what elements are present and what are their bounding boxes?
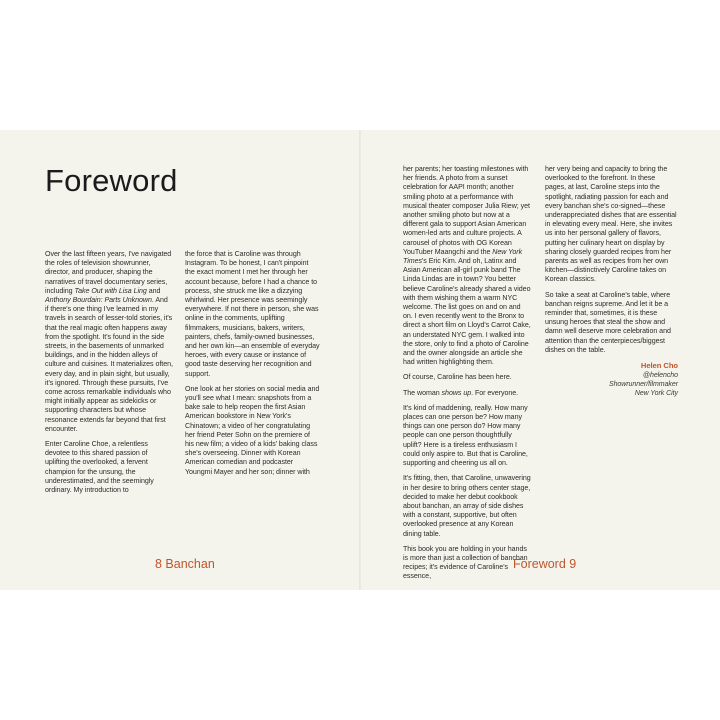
paragraph: Of course, Caroline has been here. <box>403 373 512 382</box>
book-spread <box>0 130 720 590</box>
page-number-right: Foreword 9 <box>513 557 577 571</box>
page-title: Foreword <box>45 163 178 198</box>
paragraph <box>403 389 531 398</box>
italic-title: New York Times <box>403 247 523 266</box>
paragraph: her very being and capacity to bring the overlooked to the forefront. In these pages, at last, Caroline steps into the spotlight, radiating passion for each and every banchan she's co-signed—these underappreciated dishes that are essential in elevating every meal. Here, she invites us into her personal gallery of flavors, putting her culinary heart on display by sharing closely guarded recipes from her parents as well as recipes from her own kitchen—distinctively Caroline takes on Korean classics. <box>545 165 677 284</box>
text-column-2 <box>185 250 320 483</box>
paragraph: It's kind of maddening, really. How many places can one person be? How many things can one person do? How many people can one person thoughtfully uplift? Here is a tireless enthusiasm I could only aspire to. But that is Caroline, supporting and cheering us all on. <box>403 403 528 468</box>
paragraph <box>45 250 173 434</box>
text-run: her parents; her toasting milestones with her friends. A photo from a sunset celebration for AAPI month; another smiling photo at a performance with musical theater composer Julia Riew; yet another smiling photo but now at a different gala to support Asian American women-led arts and culture projects. A carousel of photos with OG Korean YouTuber Maangchi and the <box>403 165 530 256</box>
paragraph: One look at her stories on social media and you'll see what I mean: snapshots from a bake sale to help reopen the first Asian American bookstore in New York's Chinatown; a video of her congratulating her friend Peter Sohn on the premiere of his new film; a video of a kids' baking class she's overseeing. Dinner with Korean American comedian and podcaster Youngmi Mayer and her son; dinner with <box>185 384 320 476</box>
text-run: . And if there's one thing I've learned in my travels in search of lesser-told stories, it's that the real magic often happens away from the spotlight. It's found in the side streets, in the basements of unmarked buildings, and in the hidden alleys of culture and cuisines. It materializes often, every day, and in plain sight, but usually, it's ignored. Through these pursuits, I've come across remarkable individuals who might initially appear as sidekicks or supporting characters but whose resonance extends far beyond that first encounter. <box>45 296 173 433</box>
author-handle: @helencho <box>642 372 678 380</box>
italic-emphasis: shows up <box>441 388 472 397</box>
text-column-3 <box>403 165 531 588</box>
author-signature <box>545 361 678 398</box>
author-role: Showrunner/filmmaker <box>608 381 678 389</box>
paragraph: It's fitting, then, that Caroline, unwavering in her desire to bring others center stage, decided to make her debut cookbook about banchan, an array of side dishes with a constant, supportive, but often overlooked presence at any Korean dining table. <box>403 474 531 538</box>
italic-title: Anthony Bourdain: Parts Unknown <box>45 296 152 305</box>
text-run: 's Eric Kim. And oh, Latinx and Asian American all-girl punk band The Linda Lindas are in town? You better believe Caroline's already shared a video with them wishing them a warm NYC welcome. The list goes on and on and on. I even recently went to the Bronx to direct a short film on Lloyd's Carrot Cake, an understated NYC gem. I walked into the store, only to find a photo of Caroline and the owner alongside an article she had written highlighting them. <box>403 257 531 367</box>
paragraph: So take a seat at Caroline's table, where banchan reigns supreme. And let it be a reminder that, sometimes, it is these unsung heroes that steal the show and damn well deserve more celebration and attention than the centerpieces/biggest dishes on the table. <box>545 290 671 354</box>
author-name: Helen Cho <box>640 361 678 371</box>
paragraph: Enter Caroline Choe, a relentless devotee to this shared passion of uplifting the overlooked, a fervent champion for the unsung, the underestimated, and the seemingly ordinary. My introduction to <box>45 440 154 495</box>
italic-title: Take Out with Lisa Ling <box>74 286 147 295</box>
page-number-left: 8 Banchan <box>155 557 215 571</box>
text-column-4 <box>545 165 678 398</box>
book-gutter <box>359 130 361 590</box>
text-run: Over the last fifteen years, I've navigated the roles of television showrunner, director, and producer, shaping the narratives of travel documentary series, including <box>45 250 172 295</box>
text-run: . For everyone. <box>471 388 519 397</box>
text-column-1 <box>45 250 173 501</box>
text-run: and <box>146 286 161 295</box>
author-city: New York City <box>634 390 678 398</box>
paragraph: This book you are holding in your hands is more than just a collection of banchan recipes; it's evidence of Caroline's essence, <box>403 544 528 581</box>
text-run: The woman <box>403 388 442 397</box>
paragraph <box>403 165 531 367</box>
paragraph: the force that is Caroline was through Instagram. To be honest, I can't pinpoint the exact moment I met her through her account because, before I had a chance to process, she struck me like a dizzying whirlwind. Her presence was seemingly everywhere. If not there in person, she was online in the comments, uplifting filmmakers, musicians, bakers, writers, painters, chefs, family-owned businesses, and her own kin—an ensemble of everyday heroes, with every cause or instance of good taste deserving her recognition and support. <box>185 250 320 378</box>
